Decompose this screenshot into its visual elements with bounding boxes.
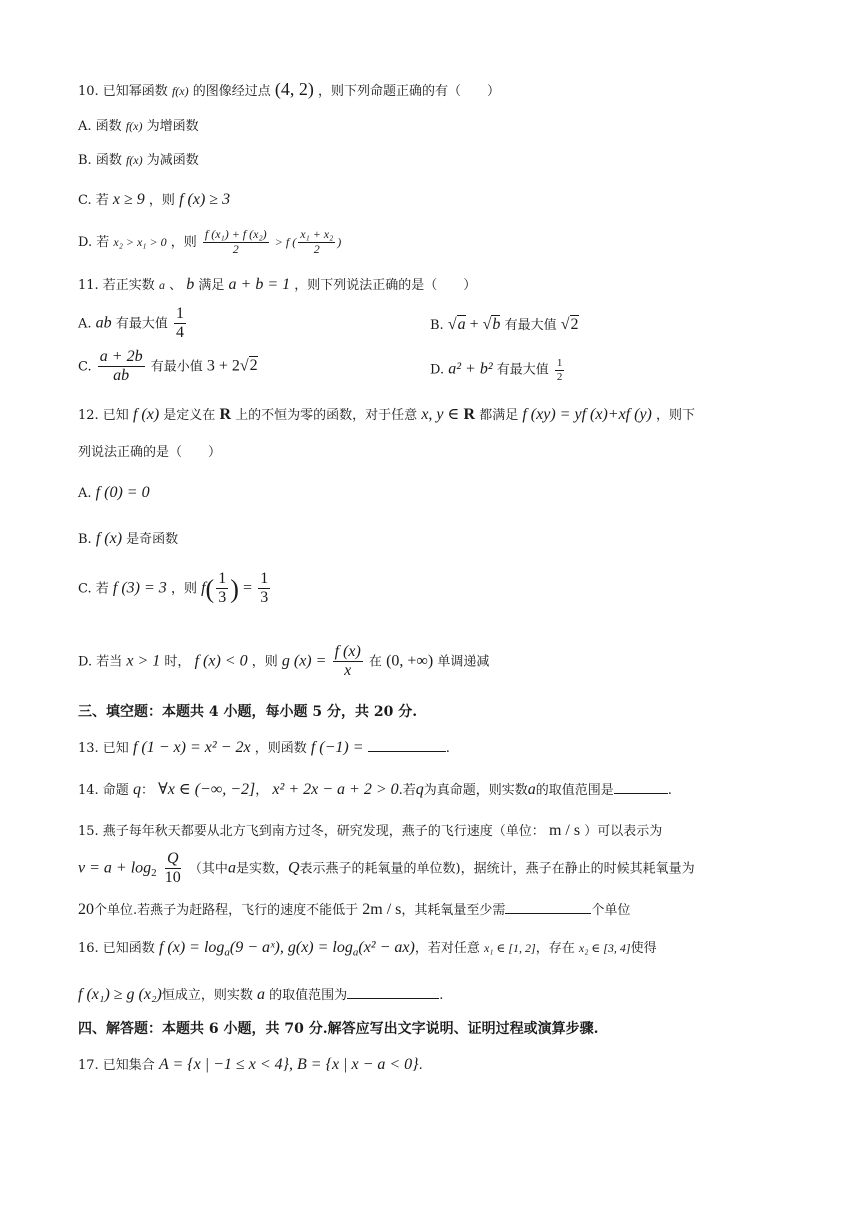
- q11-d-den: 2: [556, 370, 563, 383]
- q12-d-cond: x > 1: [126, 652, 161, 670]
- question-13: [78, 738, 450, 757]
- q12-b-label: B.: [78, 532, 92, 547]
- q12-option-c: C. 若 f (3) = 3 ，则 f( $\frac{1}{3}$ ) = $\frac{1}{3}$: [78, 570, 269, 607]
- q10-fx: f(x): [171, 84, 189, 98]
- q15-num: Q: [165, 850, 181, 869]
- q12-stem-text-5: ，则下: [656, 408, 696, 423]
- q14-stem-text: 14. 命题: [78, 783, 129, 798]
- question-14: [78, 780, 672, 799]
- q15-formula: v = a + log: [78, 859, 152, 877]
- q12-option-a: [78, 483, 150, 502]
- q13-equation: f (1 − x) = x² − 2x: [132, 739, 251, 756]
- q14-stem-text-4: 的取值范围是: [535, 783, 614, 798]
- q10-stem-text: 10. 已知幂函数: [78, 84, 168, 99]
- q11-b-label: B.: [430, 318, 444, 333]
- q11-c-den: ab: [113, 367, 130, 385]
- q16-text-3: ，存在: [535, 941, 575, 956]
- q15-text-7: ，其耗氧量至少需: [401, 903, 506, 918]
- question-12-stem-line2: 列说法正确的是（ ）: [78, 445, 222, 460]
- q12-stem-text: 12. 已知: [78, 408, 129, 423]
- q12-d-cond-2: f (x) < 0: [194, 652, 248, 670]
- q16-text-4: 使得: [630, 941, 657, 956]
- q12-option-d: [78, 643, 489, 681]
- q10-d-then: ，则: [170, 234, 197, 250]
- q10-a-text: 为增函数: [146, 119, 199, 134]
- q10-d-cond: x₂ > x₁ > 0: [113, 234, 167, 249]
- q14-inequality: x² + 2x − a + 2 > 0: [272, 781, 399, 798]
- q16-g-def: , g(x) = log: [279, 939, 353, 956]
- q10-stem-text-3: ，则下列命题正确的有（ ）: [318, 84, 501, 99]
- q11-option-d: [430, 357, 566, 383]
- q12-d-text-3: 在: [368, 654, 382, 670]
- q15-answer-blank[interactable]: [505, 913, 591, 914]
- question-15-line-1: [78, 821, 662, 840]
- q12-d-text: 时，: [164, 654, 191, 670]
- q12-fx: f (x): [132, 406, 160, 423]
- question-10-stem: [78, 79, 500, 101]
- q10-c-then: ，则: [148, 193, 175, 208]
- question-17: [78, 1055, 423, 1074]
- q12-reals-2: R: [463, 406, 476, 423]
- q17-end: .: [418, 1058, 423, 1073]
- q16-answer-blank[interactable]: [347, 998, 439, 999]
- q10-c-result: f (x) ≥ 3: [179, 191, 231, 208]
- q12-c-label: C. 若: [78, 581, 109, 597]
- question-11-stem: [78, 275, 476, 294]
- q15-20: 20: [78, 901, 94, 918]
- q10-stem-text-2: 的图像经过点: [192, 84, 271, 99]
- q12-c-den-2: 3: [260, 589, 269, 607]
- q11-d-label: D.: [430, 362, 445, 378]
- q12-option-b: [78, 529, 178, 548]
- q15-fraction: [163, 850, 183, 888]
- q12-c-f: f: [201, 579, 206, 597]
- q12-c-den: 3: [218, 589, 227, 607]
- q14-stem-text-3: 为真命题，则实数: [423, 783, 528, 798]
- q11-c-text: 有最小值: [150, 359, 203, 375]
- q16-inequality: f (x₁) ≥ g (x₂): [78, 986, 162, 1003]
- question-12-stem: [78, 405, 695, 424]
- q11-var-a: a: [158, 278, 165, 292]
- q16-a: a: [257, 986, 266, 1003]
- q11-c-num: a + 2b: [98, 348, 145, 367]
- q12-c-then: ，则: [170, 581, 197, 597]
- q10-d-numerator: f (x₁) + f (x₂): [204, 227, 267, 241]
- q12-d-g: g (x) =: [281, 652, 327, 670]
- q12-c-eq: =: [243, 579, 253, 597]
- q12-b-text: 是奇函数: [126, 532, 179, 547]
- q12-c-fraction: [216, 570, 228, 608]
- q12-d-interval: (0, +∞): [386, 652, 434, 670]
- q11-var-b: b: [186, 276, 195, 293]
- q15-text-6: 个单位.若燕子为赶路程，飞行的速度不能低于: [94, 903, 359, 918]
- q13-stem-text: 13. 已知: [78, 741, 129, 756]
- q12-d-num: f (x): [333, 643, 363, 662]
- q10-d-label: D. 若: [78, 234, 110, 250]
- q12-vars: x, y ∈: [421, 406, 460, 423]
- q15-speed: 2m / s: [362, 901, 402, 918]
- q10-d-close: ): [337, 234, 342, 249]
- q17-sets: A = {x | −1 ≤ x < 4}, B = {x | x − a < 0}: [158, 1056, 419, 1073]
- q11-option-b: B. √a + √b 有最大值 √2: [430, 316, 579, 333]
- q10-d-denominator: 2: [232, 241, 239, 256]
- q12-b-fx: f (x): [95, 530, 123, 547]
- q12-equation: f (xy) = yf (x)+xf (y): [522, 406, 652, 423]
- q11-b-text: 有最大值: [504, 318, 557, 333]
- q16-x2: x₂ ∈ [3, 4]: [578, 941, 631, 955]
- q11-stem-text: 11. 若正实数: [78, 278, 155, 293]
- q11-stem-text-3: ，则下列说法正确的是（ ）: [294, 278, 477, 293]
- q12-d-label: D. 若当: [78, 654, 123, 670]
- q10-b-label: B. 函数: [78, 153, 122, 168]
- q11-d-fraction: [555, 357, 565, 383]
- q15-log-base: 2: [151, 866, 157, 879]
- q14-q-2: q: [415, 781, 424, 798]
- q12-c-num-2: 1: [258, 570, 270, 589]
- q11-sep: 、: [169, 278, 183, 293]
- q11-d-num: 1: [556, 357, 563, 369]
- q12-c-cond: f (3) = 3: [112, 579, 167, 597]
- q15-text-5: 表示燕子的耗氧量的单位数)，据统计，燕子在静止的时候其耗氧量为: [299, 861, 695, 877]
- question-15-line-2: [78, 850, 695, 888]
- q16-g-base: a: [352, 946, 359, 959]
- q14-comma: ，: [255, 783, 269, 798]
- q14-end: .: [667, 783, 672, 798]
- q14-a: a: [527, 781, 536, 798]
- q14-forall: ∀x ∈ (−∞, −2]: [158, 781, 256, 798]
- q11-a-expr: ab: [95, 314, 112, 332]
- q12-stem-text-3: 上的不恒为零的函数，对于任意: [235, 408, 418, 423]
- q11-c-fraction: [98, 348, 145, 386]
- q10-option-c: [78, 190, 230, 209]
- q12-c-num: 1: [216, 570, 228, 589]
- q16-g-arg: (x² − ax): [358, 939, 415, 956]
- section-4-heading: 四、解答题：本题共 6 小题，共 70 分.解答应写出文字说明、证明过程或演算步骤.: [78, 1021, 599, 1037]
- q16-f-arg: (9 − aˣ): [229, 939, 280, 956]
- q11-a-num: 1: [174, 305, 186, 324]
- q12-d-text-2: ，则: [251, 654, 278, 670]
- q14-answer-blank[interactable]: [614, 793, 668, 794]
- q12-reals: R: [219, 406, 232, 423]
- q11-option-a: [78, 305, 188, 343]
- q15-unit: m / s: [548, 822, 581, 839]
- q11-a-label: A.: [78, 316, 92, 332]
- q15-text-3: （其中: [188, 861, 228, 877]
- q15-a: a: [227, 859, 236, 877]
- q16-text-2: ，若对任意: [414, 941, 480, 956]
- q16-text: 16. 已知函数: [78, 941, 155, 956]
- q12-stem-text-4: 都满足: [479, 408, 519, 423]
- q10-d-fraction-2: [298, 228, 335, 257]
- q16-f-def: f (x) = log: [158, 939, 225, 956]
- q13-answer-blank[interactable]: [368, 751, 446, 752]
- q12-d-den: x: [344, 662, 352, 680]
- q10-point: (4, 2): [274, 79, 314, 99]
- q13-stem-text-2: ，则函数: [254, 741, 307, 756]
- q15-text-8: 个单位: [591, 903, 631, 918]
- q11-c-value: 3 + 2: [206, 357, 240, 375]
- q10-a-label: A. 函数: [78, 119, 122, 134]
- q15-den: 10: [164, 869, 181, 887]
- q11-a-text: 有最大值: [115, 316, 168, 332]
- q16-text-6: 的取值范围为: [269, 988, 348, 1003]
- q10-option-a: [78, 119, 199, 135]
- q16-text-5: 恒成立，则实数: [161, 988, 253, 1003]
- q15-text-2: ）可以表示为: [584, 824, 663, 839]
- q12-stem-text-2: 是定义在: [163, 408, 216, 423]
- question-16-line-1: [78, 938, 657, 960]
- q12-c-fraction-2: [258, 570, 270, 608]
- q10-option-d: [78, 228, 341, 257]
- q10-d-numerator-2: x₁ + x₂: [300, 227, 334, 241]
- q15-Q: Q: [287, 859, 300, 877]
- q14-stem-text-2: .若: [398, 783, 416, 798]
- q17-text: 17. 已知集合: [78, 1058, 155, 1073]
- q10-c-cond: x ≥ 9: [112, 191, 145, 208]
- q11-option-c: C. $\frac{a + 2b}{ab}$ 有最小值 3 + 2√2: [78, 348, 258, 385]
- q14-q: q: [132, 781, 141, 798]
- q10-d-gt: > f (: [274, 234, 297, 249]
- q11-d-text: 有最大值: [496, 362, 549, 378]
- q12-d-fraction: [333, 643, 363, 681]
- q13-end: .: [445, 741, 450, 756]
- section-3-heading: 三、填空题：本题共 4 小题，每小题 5 分，共 20 分.: [78, 704, 418, 720]
- q11-d-expr: a² + b²: [448, 360, 493, 378]
- q11-stem-text-2: 满足: [198, 278, 225, 293]
- question-16-line-2: [78, 985, 443, 1004]
- q11-c-label: C.: [78, 359, 92, 375]
- q15-text: 15. 燕子每年秋天都要从北方飞到南方过冬，研究发现，燕子的飞行速度（单位：: [78, 824, 545, 839]
- q10-d-denominator-2: 2: [313, 241, 320, 256]
- q15-text-4: 是实数，: [235, 861, 288, 877]
- q10-b-fx: f(x): [125, 153, 143, 167]
- q10-b-text: 为减函数: [146, 153, 199, 168]
- q16-end: .: [439, 988, 444, 1003]
- question-15-line-3: [78, 900, 630, 919]
- q12-d-text-4: 单调递减: [437, 654, 490, 670]
- q12-a-label: A.: [78, 486, 92, 501]
- q16-x1: x₁ ∈ [1, 2]: [483, 941, 536, 955]
- q11-a-fraction: [174, 305, 186, 343]
- q12-a-expr: f (0) = 0: [95, 484, 150, 501]
- q10-a-fx: f(x): [125, 119, 143, 133]
- q10-option-b: [78, 153, 199, 169]
- q11-cond: a + b = 1: [228, 276, 291, 293]
- q14-colon: ：: [140, 783, 154, 798]
- q10-d-fraction: [203, 228, 269, 257]
- q10-c-label: C. 若: [78, 193, 109, 208]
- q16-f-base: a: [224, 946, 230, 959]
- q11-a-den: 4: [175, 324, 184, 342]
- q13-ask: f (−1) =: [310, 739, 364, 756]
